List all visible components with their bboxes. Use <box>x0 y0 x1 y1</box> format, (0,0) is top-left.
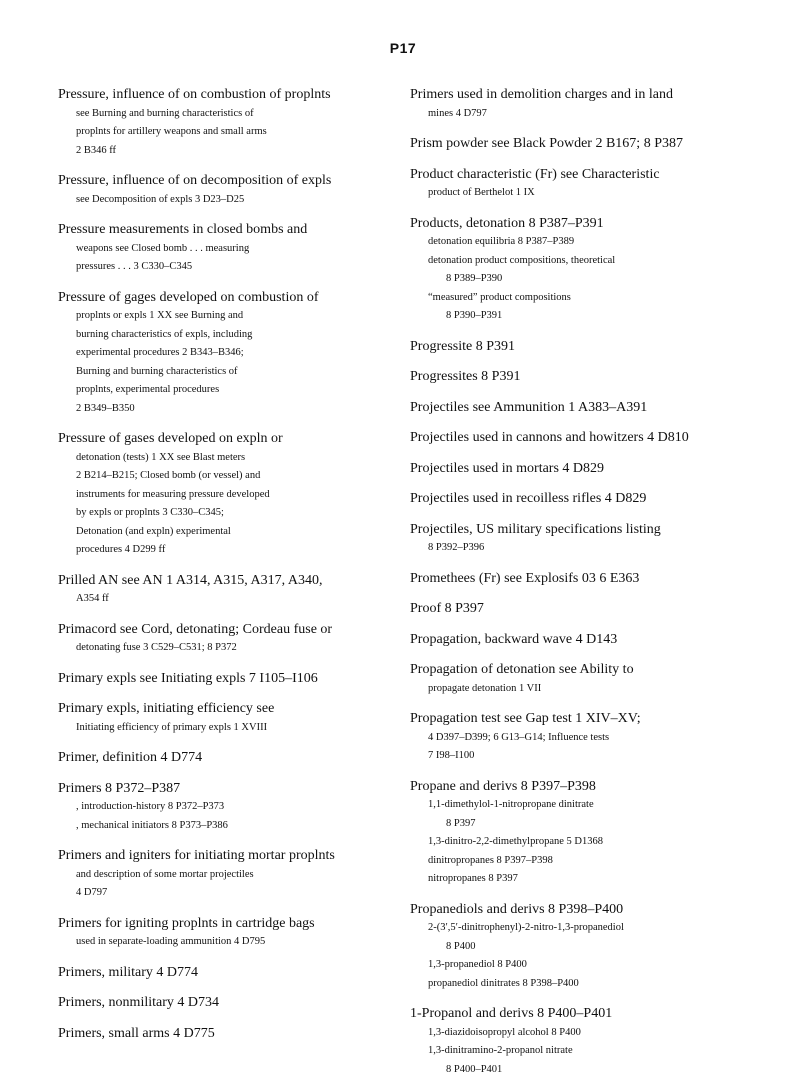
index-entry <box>410 215 760 326</box>
index-entry-subline: detonation product compositions, theoretical <box>428 254 616 266</box>
index-entry <box>410 521 760 558</box>
index-entry-heading: Propagation test see Gap test 1 XIV–XV; <box>410 711 641 726</box>
index-entry-subline: 2 B349–B350 <box>76 402 135 414</box>
index-entry-subline: A354 ff <box>76 593 109 604</box>
index-entry-subline: Initiating efficiency of primary expls 1 XVIII <box>76 721 268 733</box>
index-entry-heading: Propagation, backward wave 4 D143 <box>410 631 618 647</box>
index-entry-subline: 1,3-propanediol 8 P400 <box>428 959 527 970</box>
index-entry-heading: Primers for igniting proplnts in cartridge bags <box>58 915 315 931</box>
index-entry <box>410 460 760 479</box>
index-entry-subline: see Decomposition of expls 3 D23–D25 <box>76 193 245 205</box>
index-entry-subline: 1,3-dinitro-2,2-dimethylpropane 5 D1368 <box>428 836 603 847</box>
index-entry <box>410 661 760 698</box>
index-entry <box>410 135 760 154</box>
index-entry <box>58 86 394 160</box>
index-entry-subline: see Burning and burning characteristics of <box>76 107 254 119</box>
index-entry-subline: , introduction-history 8 P372–P373 <box>76 801 225 812</box>
index-entry-subline: weapons see Closed bomb . . . measuring <box>76 242 250 254</box>
index-entry <box>58 172 394 209</box>
index-entry-subline: Burning and burning characteristics of <box>76 365 238 377</box>
index-entry-subline: experimental procedures 2 B343–B346; <box>76 347 244 358</box>
index-entry <box>58 572 394 609</box>
index-column-right <box>410 86 760 1091</box>
index-entry-heading: Prism powder see Black Powder 2 B167; 8 P387 <box>410 136 683 151</box>
index-entry-heading: Progressites 8 P391 <box>410 369 521 384</box>
index-entry <box>410 166 760 203</box>
index-entry <box>410 399 760 418</box>
index-entry-heading: Projectiles, US military specifications listing <box>410 521 661 537</box>
index-entry-heading: Products, detonation 8 P387–P391 <box>410 215 604 231</box>
index-entry <box>410 338 760 357</box>
index-entry-heading: Projectiles see Ammunition 1 A383–A391 <box>410 399 648 415</box>
index-entry <box>58 780 394 836</box>
index-entry-subline: propanediol dinitrates 8 P398–P400 <box>428 977 579 989</box>
index-entry-subline: 2 B346 ff <box>76 144 117 156</box>
index-entry-heading: Pressure of gases developed on expln or <box>58 431 283 446</box>
index-entry-subline: 1,3-dinitramino-2-propanol nitrate <box>428 1045 573 1056</box>
index-entry <box>410 368 760 387</box>
index-entry-heading: Pressure of gages developed on combustion of <box>58 289 319 305</box>
index-entry-subline: Detonation (and expln) experimental <box>76 525 231 537</box>
index-entry-subline: 8 P400–P401 <box>446 1063 503 1075</box>
index-entry-heading: Projectiles used in recoilless rifles 4 D829 <box>410 491 647 506</box>
index-entry-subline: 1,1-dimethylol-1-nitropropane dinitrate <box>428 799 594 810</box>
index-entry-subline: dinitropropanes 8 P397–P398 <box>428 854 553 866</box>
index-entry-subline: and description of some mortar projectiles <box>76 868 254 880</box>
index-entry-subline: 7 I98–I100 <box>428 750 475 761</box>
index-entry-subline: procedures 4 D299 ff <box>76 544 166 555</box>
index-entry-heading: Proof 8 P397 <box>410 601 484 616</box>
index-entry-heading: Primers 8 P372–P387 <box>58 780 181 796</box>
index-entry-subline: 8 P390–P391 <box>446 310 503 321</box>
index-entry-heading: Prilled AN see AN 1 A314, A315, A317, A340, <box>58 572 323 588</box>
index-entry-subline: by expls or proplnts 3 C330–C345; <box>76 507 224 518</box>
index-entry <box>58 749 394 768</box>
index-entry <box>58 621 394 658</box>
index-entry-subline: , mechanical initiators 8 P373–P386 <box>76 819 228 831</box>
index-column-left <box>58 86 394 1055</box>
index-entry <box>410 490 760 509</box>
index-entry <box>58 430 394 560</box>
index-entry <box>410 631 760 650</box>
index-entry <box>58 964 394 983</box>
index-entry-heading: Primers used in demolition charges and in land <box>410 87 673 102</box>
index-entry <box>58 670 394 689</box>
index-entry-subline: proplnts, experimental procedures <box>76 384 220 395</box>
index-entry-subline: 2 B214–B215; Closed bomb (or vessel) and <box>76 470 261 481</box>
page-number: P17 <box>389 40 417 56</box>
index-entry-heading: Projectiles used in cannons and howitzers 4 D810 <box>410 430 689 445</box>
index-entry-heading: Primary expls, initiating efficiency see <box>58 701 275 716</box>
index-entry-subline: 8 P400 <box>446 940 476 952</box>
index-entry-subline: mines 4 D797 <box>428 107 487 119</box>
index-entry-heading: Promethees (Fr) see Explosifs 03 6 E363 <box>410 570 640 586</box>
index-entry-heading: Primacord see Cord, detonating; Cordeau fuse or <box>58 621 333 637</box>
index-entry-heading: Propanediols and derivs 8 P398–P400 <box>410 901 624 917</box>
index-entry-heading: Pressure, influence of on combustion of proplnts <box>58 87 331 102</box>
index-entry-subline: 4 D397–D399; 6 G13–G14; Influence tests <box>428 731 610 743</box>
index-entry-subline: instruments for measuring pressure developed <box>76 488 270 500</box>
index-entry <box>410 710 760 766</box>
index-entry <box>410 570 760 589</box>
index-entry-subline: burning characteristics of expls, including <box>76 328 253 340</box>
index-entry <box>410 429 760 448</box>
index-entry-heading: Pressure measurements in closed bombs and <box>58 222 308 237</box>
index-entry-heading: Pressure, influence of on decomposition of expls <box>58 173 332 188</box>
index-entry-subline: proplnts or expls 1 XX see Burning and <box>76 310 244 321</box>
index-entry-subline: nitropropanes 8 P397 <box>428 873 518 884</box>
index-entry <box>58 700 394 737</box>
index-entry-subline: proplnts for artillery weapons and small arms <box>76 126 267 137</box>
index-entry-heading: 1-Propanol and derivs 8 P400–P401 <box>410 1006 613 1021</box>
index-entry-heading: Product characteristic (Fr) see Characteristic <box>410 166 660 182</box>
index-entry <box>58 994 394 1013</box>
index-entry-heading: Primers, nonmilitary 4 D734 <box>58 995 219 1010</box>
index-entry <box>410 901 760 994</box>
index-entry-subline: 8 P397 <box>446 817 476 829</box>
index-entry-subline: 8 P389–P390 <box>446 273 503 284</box>
index-entry <box>58 915 394 952</box>
index-entry <box>410 778 760 889</box>
index-entry-subline: pressures . . . 3 C330–C345 <box>76 261 193 272</box>
index-entry <box>58 221 394 277</box>
index-entry-subline: used in separate-loading ammunition 4 D795 <box>76 936 266 947</box>
index-entry-heading: Primary expls see Initiating expls 7 I105–I106 <box>58 670 318 686</box>
index-entry-heading: Primers and igniters for initiating mortar proplnts <box>58 848 335 863</box>
index-entry-heading: Projectiles used in mortars 4 D829 <box>410 460 605 476</box>
index-entry-heading: Primers, military 4 D774 <box>58 964 198 980</box>
index-entry-subline: propagate detonation 1 VII <box>428 682 542 694</box>
index-entry-heading: Primer, definition 4 D774 <box>58 750 203 765</box>
index-entry-heading: Primers, small arms 4 D775 <box>58 1025 215 1041</box>
index-entry <box>58 289 394 419</box>
index-entry-subline: 1,3-diazidoisopropyl alcohol 8 P400 <box>428 1026 581 1038</box>
index-entry <box>410 600 760 619</box>
index-entry-heading: Propane and derivs 8 P397–P398 <box>410 778 596 794</box>
index-entry-subline: 4 D797 <box>76 887 108 898</box>
index-entry-subline: 2-(3′,5′-dinitrophenyl)-2-nitro-1,3-propanediol <box>428 922 624 933</box>
index-entry-subline: detonating fuse 3 C529–C531; 8 P372 <box>76 642 237 653</box>
index-entry-heading: Propagation of detonation see Ability to <box>410 662 634 677</box>
index-entry <box>410 1005 760 1079</box>
index-entry <box>58 847 394 903</box>
index-entry-subline: “measured” product compositions <box>428 291 571 303</box>
index-entry-heading: Progressite 8 P391 <box>410 338 515 354</box>
index-entry-subline: detonation equilibria 8 P387–P389 <box>428 236 575 247</box>
index-entry-subline: detonation (tests) 1 XX see Blast meters <box>76 451 246 463</box>
index-entry <box>410 86 760 123</box>
index-entry <box>58 1025 394 1044</box>
index-entry-subline: product of Berthelot 1 IX <box>428 187 535 198</box>
index-entry-subline: 8 P392–P396 <box>428 542 485 553</box>
